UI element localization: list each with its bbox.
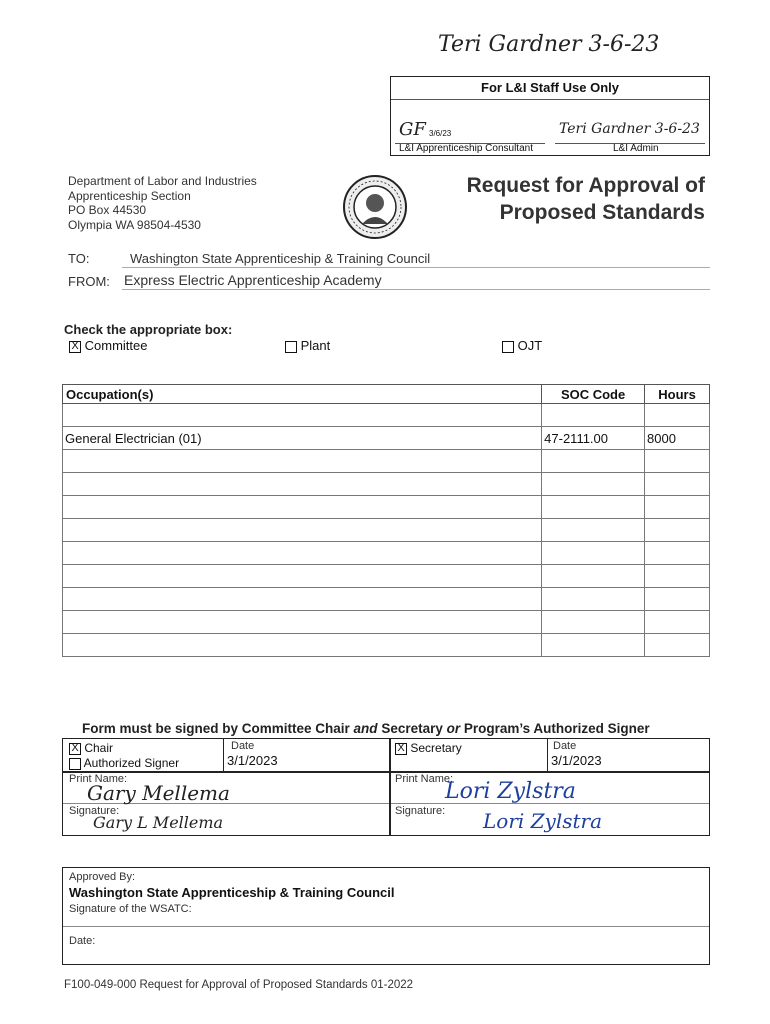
row-divider xyxy=(63,771,709,773)
table-row xyxy=(63,404,710,427)
from-value: Express Electric Apprenticeship Academy xyxy=(124,272,382,288)
state-seal-icon xyxy=(342,174,408,240)
hours-cell[interactable]: 8000 xyxy=(645,427,710,450)
committee-label: Committee xyxy=(84,338,148,353)
soc-code-cell[interactable] xyxy=(542,450,645,473)
approved-label: Approved By: xyxy=(69,871,136,883)
approved-council: Washington State Apprenticeship & Training Council xyxy=(69,885,395,900)
soc-code-cell[interactable] xyxy=(542,634,645,657)
hours-cell[interactable] xyxy=(645,565,710,588)
auth-signer-option[interactable] xyxy=(69,756,179,770)
table-row xyxy=(63,588,710,611)
hours-cell[interactable] xyxy=(645,611,710,634)
soc-code-cell[interactable] xyxy=(542,588,645,611)
hours-cell[interactable] xyxy=(645,634,710,657)
address-line: Olympia WA 98504-4530 xyxy=(68,217,201,232)
left-signature-label: Signature: xyxy=(69,805,120,817)
address-line: Apprenticeship Section xyxy=(68,188,191,203)
consultant-label: L&I Apprenticeship Consultant xyxy=(399,143,533,154)
soc-code-cell[interactable] xyxy=(542,519,645,542)
chair-option[interactable] xyxy=(69,741,113,755)
approved-box xyxy=(62,867,710,965)
occupation-cell[interactable] xyxy=(63,588,542,611)
left-print-name: Gary Mellema xyxy=(87,781,230,805)
staff-use-title: For L&I Staff Use Only xyxy=(391,77,709,100)
header-signature: Teri Gardner 3-6-23 xyxy=(438,32,660,57)
to-underline xyxy=(122,267,710,268)
wsatc-signature-label: Signature of the WSATC: xyxy=(69,903,192,915)
soc-code-cell[interactable] xyxy=(542,404,645,427)
right-signature: Lori Zylstra xyxy=(483,809,603,833)
soc-code-cell[interactable] xyxy=(542,496,645,519)
date-value-left: 3/1/2023 xyxy=(227,753,278,768)
to-value: Washington State Apprenticeship & Training Council xyxy=(130,251,431,266)
consultant-initials: GF xyxy=(399,119,426,140)
from-underline xyxy=(122,289,710,290)
hours-header: Hours xyxy=(645,385,710,404)
table-row xyxy=(63,565,710,588)
address-block xyxy=(68,174,257,232)
occupation-cell[interactable]: General Electrician (01) xyxy=(63,427,542,450)
chair-label: Chair xyxy=(84,741,114,755)
title-line-1: Request for Approval of xyxy=(466,174,705,197)
ojt-label: OJT xyxy=(517,338,543,353)
table-row xyxy=(63,634,710,657)
occupation-cell[interactable] xyxy=(63,611,542,634)
admin-signature: Teri Gardner 3-6-23 xyxy=(559,121,700,137)
approved-divider xyxy=(63,926,709,927)
plant-option[interactable] xyxy=(285,338,330,353)
table-row xyxy=(63,427,710,450)
date-divider-right xyxy=(547,739,548,771)
table-row xyxy=(63,519,710,542)
occupation-cell[interactable] xyxy=(63,565,542,588)
right-print-name: Lori Zylstra xyxy=(445,779,576,804)
to-label: TO: xyxy=(68,251,90,266)
title-line-2: Proposed Standards xyxy=(499,201,705,224)
occupation-cell[interactable] xyxy=(63,404,542,427)
hours-cell[interactable] xyxy=(645,404,710,427)
signing-heading-part: Form must be signed by Committee Chair xyxy=(82,721,354,736)
left-signature: Gary L Mellema xyxy=(93,813,224,832)
plant-checkbox[interactable] xyxy=(285,341,297,353)
address-line: PO Box 44530 xyxy=(68,203,147,217)
auth-signer-label: Authorized Signer xyxy=(83,756,180,770)
occupation-cell[interactable] xyxy=(63,519,542,542)
consultant-date: 3/6/23 xyxy=(429,129,452,138)
left-print-name-label: Print Name: xyxy=(69,773,128,785)
table-row xyxy=(63,450,710,473)
approved-date-label: Date: xyxy=(69,935,96,947)
soc-code-cell[interactable] xyxy=(542,542,645,565)
table-row xyxy=(63,542,710,565)
hours-cell[interactable] xyxy=(645,542,710,565)
table-row xyxy=(63,496,710,519)
signing-grid xyxy=(62,738,710,836)
hours-cell[interactable] xyxy=(645,450,710,473)
date-label-left: Date xyxy=(231,740,255,752)
auth-signer-checkbox[interactable] xyxy=(69,758,81,770)
soc-header: SOC Code xyxy=(542,385,645,404)
secretary-option[interactable] xyxy=(395,741,462,755)
soc-code-cell[interactable] xyxy=(542,473,645,496)
date-value-right: 3/1/2023 xyxy=(551,753,602,768)
form-footer: F100-049-000 Request for Approval of Proposed Standards 01-2022 xyxy=(64,979,414,991)
table-row xyxy=(63,473,710,496)
chair-checkbox[interactable]: X xyxy=(69,743,81,755)
occupation-cell[interactable] xyxy=(63,542,542,565)
hours-cell[interactable] xyxy=(645,588,710,611)
occupation-table xyxy=(62,384,710,657)
right-print-name-label: Print Name: xyxy=(395,773,454,785)
hours-cell[interactable] xyxy=(645,519,710,542)
address-line: Department of Labor and Industries xyxy=(68,174,257,188)
signing-heading xyxy=(82,721,650,736)
committee-option[interactable] xyxy=(69,338,147,353)
occupation-cell[interactable] xyxy=(63,450,542,473)
plant-label: Plant xyxy=(300,338,331,353)
hours-cell[interactable] xyxy=(645,496,710,519)
table-row xyxy=(63,611,710,634)
admin-label: L&I Admin xyxy=(613,143,659,154)
ojt-option[interactable] xyxy=(502,338,542,353)
date-label-right: Date xyxy=(553,740,577,752)
signing-heading-or: or xyxy=(446,721,461,736)
center-divider xyxy=(389,739,391,835)
signing-heading-part: Secretary xyxy=(377,721,447,736)
soc-code-cell[interactable]: 47-2111.00 xyxy=(542,427,645,450)
secretary-checkbox[interactable]: X xyxy=(395,743,407,755)
right-signature-label: Signature: xyxy=(395,805,446,817)
soc-code-cell[interactable] xyxy=(542,565,645,588)
hours-cell[interactable] xyxy=(645,473,710,496)
occupation-cell[interactable] xyxy=(63,473,542,496)
ojt-checkbox[interactable] xyxy=(502,341,514,353)
occupation-header: Occupation(s) xyxy=(63,385,542,404)
committee-checkbox[interactable]: X xyxy=(69,341,81,353)
occupation-cell[interactable] xyxy=(63,496,542,519)
signing-heading-part: Program’s Authorized Signer xyxy=(460,721,650,736)
occupation-cell[interactable] xyxy=(63,634,542,657)
check-heading: Check the appropriate box: xyxy=(64,322,233,337)
from-label: FROM: xyxy=(68,274,110,289)
date-divider-left xyxy=(223,739,224,771)
secretary-label: Secretary xyxy=(410,741,462,755)
signing-heading-and: and xyxy=(353,721,378,736)
soc-code-cell[interactable] xyxy=(542,611,645,634)
staff-use-box xyxy=(390,76,710,156)
table-header-row xyxy=(63,385,710,404)
page-title xyxy=(430,172,705,226)
